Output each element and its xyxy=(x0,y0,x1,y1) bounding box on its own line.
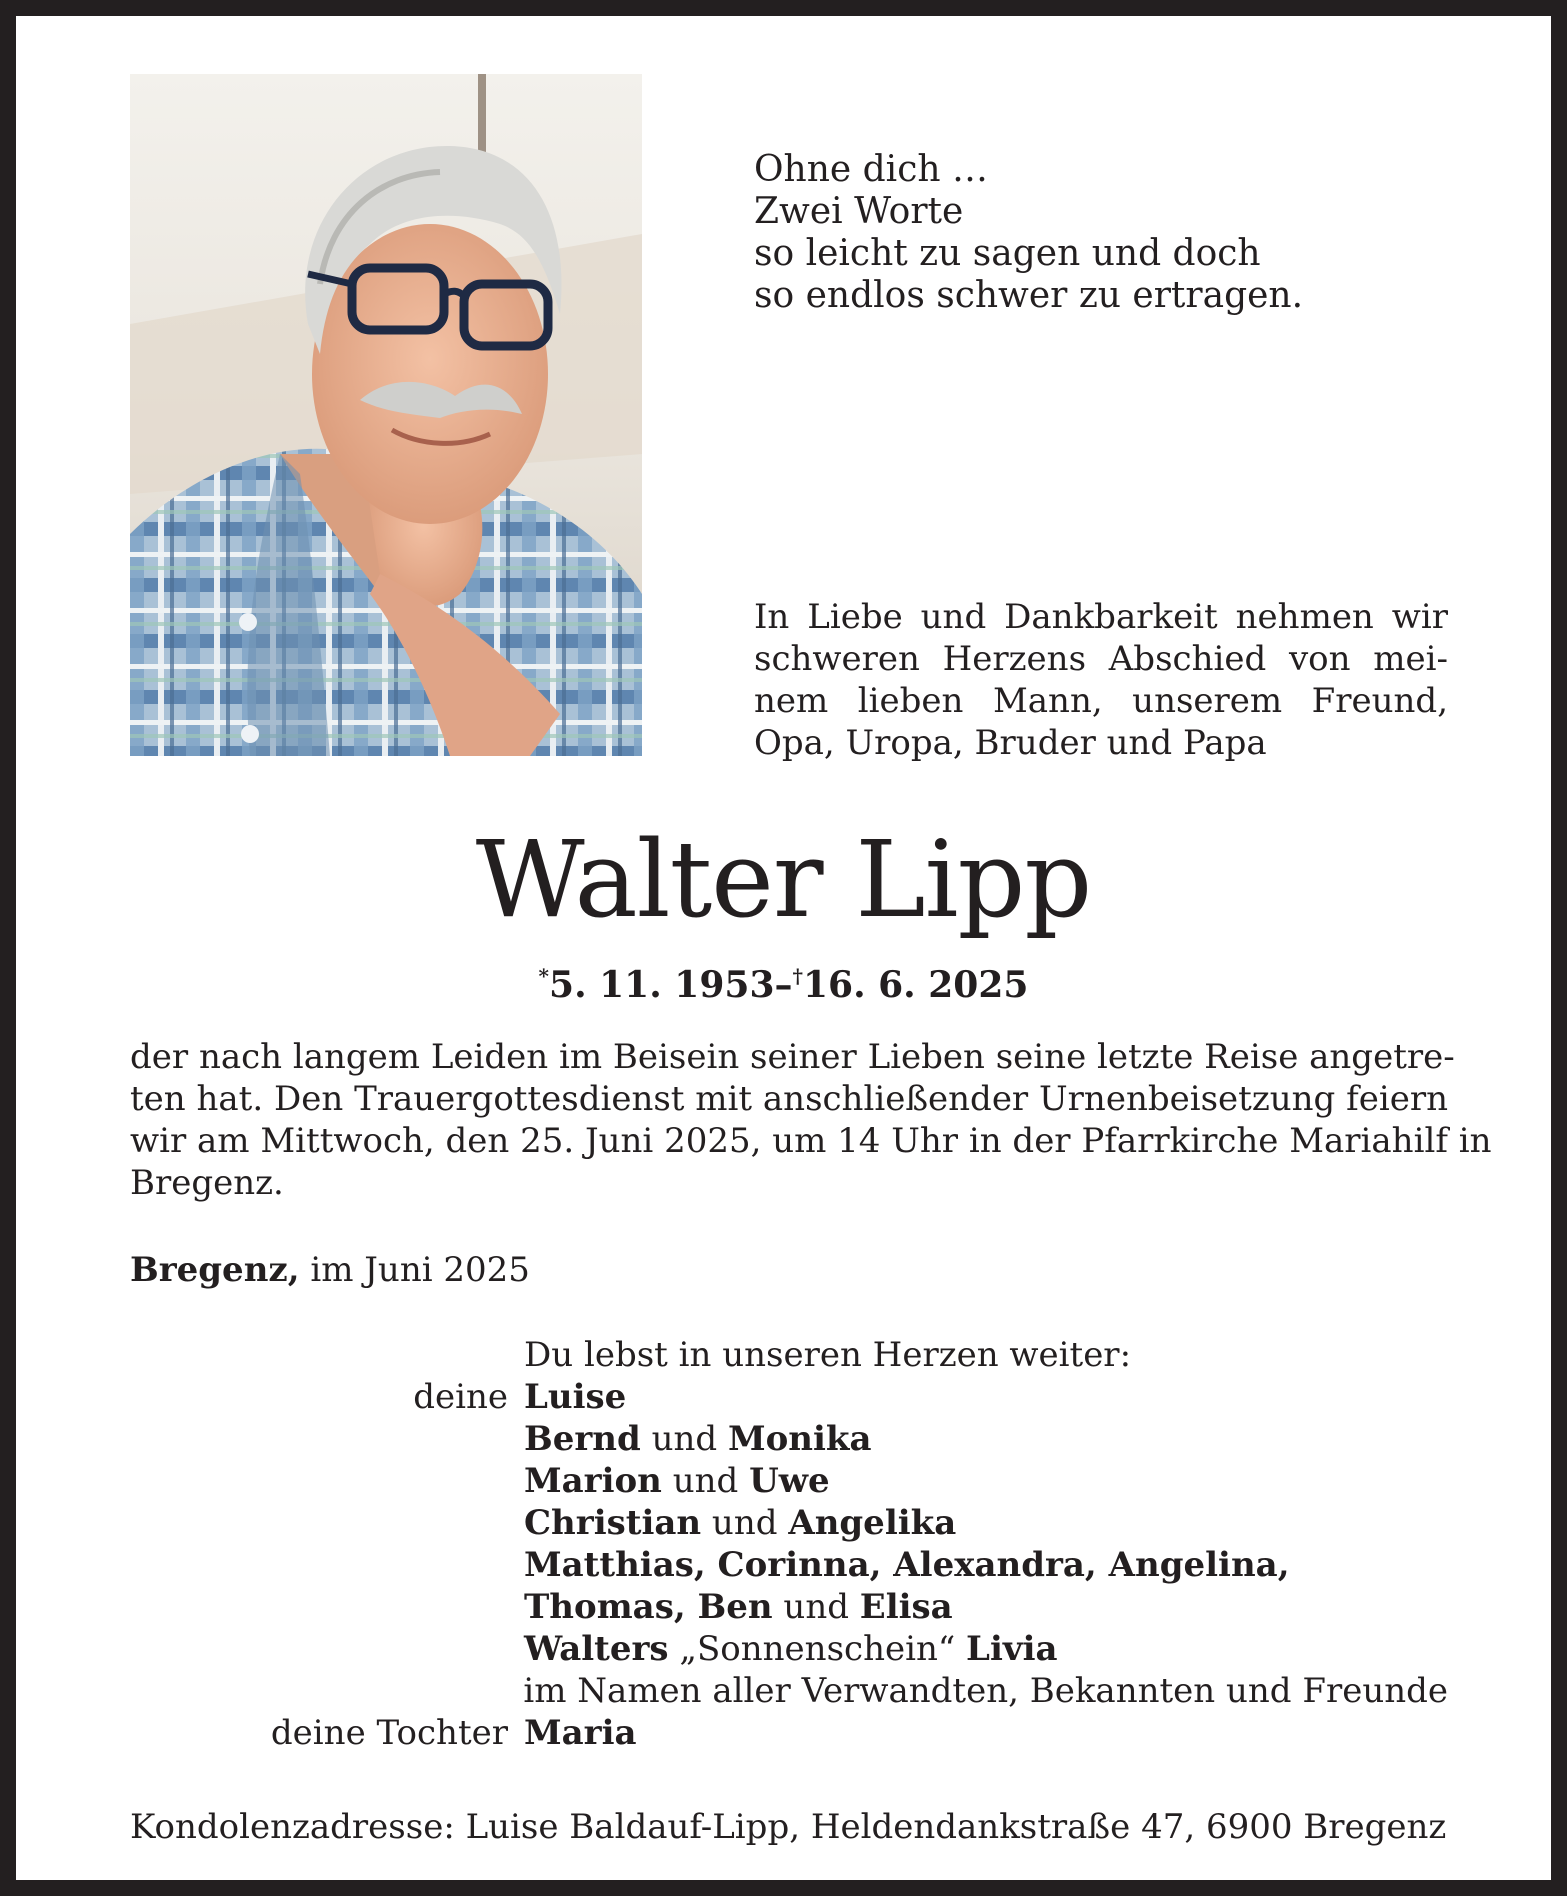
poem-line: so leicht zu sagen und doch xyxy=(754,233,1261,274)
intro-line: schweren Herzens Abschied von mei- xyxy=(754,639,1448,679)
mourner-connector: im Namen aller Verwandten, Bekannten und Freunde xyxy=(523,1671,1448,1711)
body-line: ten hat. Den Trauergottesdienst mit anschließender Urnenbeisetzung feiern xyxy=(130,1079,1448,1119)
mourner-name: Livia xyxy=(966,1629,1058,1669)
mourner-connector: „Sonnenschein“ xyxy=(668,1629,967,1669)
intro-line: In Liebe und Dankbarkeit nehmen wir xyxy=(754,597,1448,637)
portrait-photo-image xyxy=(130,74,642,756)
mourner-name: Bernd xyxy=(524,1419,641,1459)
mourner-row xyxy=(130,1502,1448,1544)
birth-symbol: * xyxy=(538,964,550,988)
mourner-row xyxy=(130,1586,1448,1628)
birth-date: 5. 11. 1953 xyxy=(549,964,775,1006)
mourner-label: deine xyxy=(413,1377,508,1417)
poem-line: so endlos schwer zu ertragen. xyxy=(754,275,1304,316)
mourners-heading: Du lebst in unseren Herzen weiter: xyxy=(524,1335,1132,1375)
mourner-row-daughter xyxy=(130,1712,1448,1754)
mourner-row xyxy=(130,1460,1448,1502)
intro-text xyxy=(754,596,1448,764)
mourner-connector: und xyxy=(772,1587,860,1627)
poem-line: Zwei Worte xyxy=(754,191,964,232)
mourner-name: Matthias, Corinna, Alexandra, Angelina, xyxy=(524,1545,1290,1585)
death-symbol: † xyxy=(792,964,803,988)
mourner-connector: und xyxy=(701,1503,789,1543)
mourner-name: Walters xyxy=(524,1629,669,1669)
mourner-row xyxy=(130,1544,1448,1586)
mourner-name: Monika xyxy=(727,1419,872,1459)
intro-line: Opa, Uropa, Bruder und Papa xyxy=(754,723,1267,763)
body-line: Bregenz. xyxy=(130,1163,284,1203)
life-dates xyxy=(16,954,1551,1007)
body-line: wir am Mittwoch, den 25. Juni 2025, um 14 Uhr in der Pfarrkirche Mariahilf in xyxy=(130,1121,1492,1161)
mourner-name: Thomas, Ben xyxy=(524,1587,773,1627)
mourner-name: Luise xyxy=(524,1377,627,1417)
mourner-name: Angelika xyxy=(788,1503,957,1543)
mourner-connector: und xyxy=(661,1461,750,1501)
poem-line: Ohne dich … xyxy=(754,149,988,190)
deceased-name: Walter Lipp xyxy=(475,818,1092,941)
portrait-photo xyxy=(130,74,642,756)
body-line: der nach langem Leiden im Beisein seiner Lieben seine letzte Reise angetre- xyxy=(130,1037,1455,1077)
death-date: 16. 6. 2025 xyxy=(802,964,1029,1006)
condolence-address: Kondolenzadresse: Luise Baldauf-Lipp, Heldendankstraße 47, 6900 Bregenz xyxy=(130,1807,1447,1847)
mourners-heading-row xyxy=(130,1334,1448,1376)
mourner-row xyxy=(130,1670,1448,1712)
mourners-list xyxy=(130,1334,1448,1754)
place-date: im Juni 2025 xyxy=(299,1250,530,1290)
mourner-name: Marion xyxy=(524,1461,662,1501)
mourner-rows xyxy=(130,1418,1448,1712)
body-text xyxy=(130,1036,1492,1204)
place-city: Bregenz, xyxy=(130,1250,300,1290)
mourner-row xyxy=(130,1418,1448,1460)
mourner-name: Christian xyxy=(524,1503,702,1543)
date-separator: – xyxy=(774,964,793,1006)
mourner-row xyxy=(130,1628,1448,1670)
place-and-date xyxy=(130,1249,530,1291)
mourner-name: Maria xyxy=(524,1713,637,1753)
poem xyxy=(754,149,1303,317)
mourner-name: Elisa xyxy=(859,1587,953,1627)
mourner-row-wife xyxy=(130,1376,1448,1418)
mourner-label: deine Tochter xyxy=(270,1713,508,1753)
mourner-name: Uwe xyxy=(749,1461,830,1501)
mourner-connector: und xyxy=(640,1419,728,1459)
intro-line: nem lieben Mann, unserem Freund, xyxy=(754,681,1448,721)
